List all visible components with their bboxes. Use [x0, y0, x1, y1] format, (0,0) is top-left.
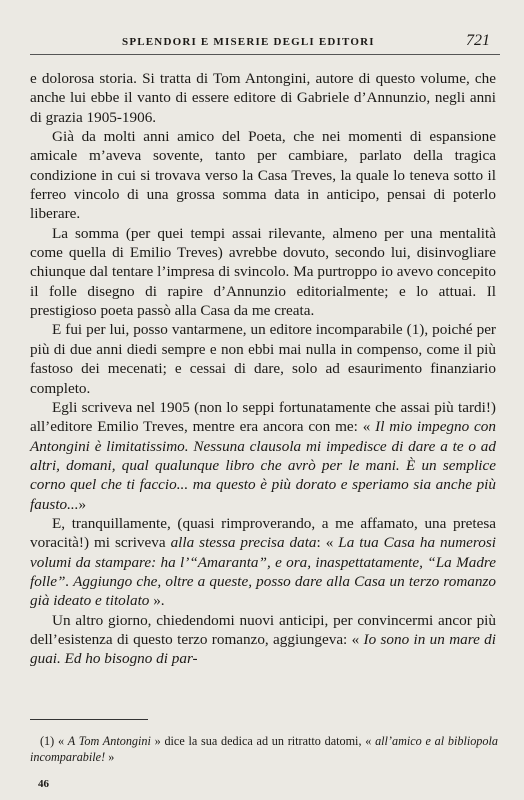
text-run: La somma (per quei tempi assai rilevante, almeno per una mentalità come quella di Emilio Treves) avrebbe dovuto, secondo lui, disinvogliare chiunque dal tentare l’impresa di svincolo. Ma purtroppo io avevo concepito il folle disegno di rapire d’Annunzio editorialmente; e lo attuai. Il prestigioso poeta passò alla Casa da me creata.: [30, 224, 496, 320]
page-header: [30, 34, 500, 55]
text-run: e dolorosa storia. Si tratta di Tom Antongini, autore di questo volume, che anche lui ebbe il vanto di essere editore di Gabriele d’Annunzio, negli anni di grazia 1905-1906.: [30, 70, 496, 126]
text-run: Egli scriveva nel 1905 (non lo seppi fortunatamente che assai più tardi!) all’editore Emilio Treves, mentre era ancora con me: «: [30, 398, 496, 436]
running-head: SPLENDORI E MISERIE DEGLI EDITORI: [122, 36, 375, 48]
footnote-divider: [30, 719, 148, 720]
paragraph: [30, 320, 496, 397]
italic-text: Io sono in un mare di guai. Ed ho bisogno di par-: [30, 630, 496, 668]
paragraph: [30, 398, 496, 514]
text-run: ».: [149, 592, 165, 610]
italic-text: La tua Casa ha numerosi volumi da stampare: ha l’“Amaranta”, e ora, inaspettatamente, “La Madre folle”. Aggiungo che, oltre a queste, posso dare alla Casa un terzo romanzo già ideato e titolato: [30, 534, 496, 610]
text-run: Già da molti anni amico del Poeta, che nei momenti di espansione amicale m’aveva sovente, tanto per cambiare, parlato della tragica condizione in cui si trovava verso la Casa Treves, la quale lo teneva sotto il ferreo vincolo di una grossa somma data in anticipo, pensai di poterlo liberare.: [30, 128, 496, 223]
italic-text: alla stessa precisa data: [170, 534, 317, 552]
text-run: E, tranquillamente, (quasi rimproverando, a me affamato, una pretesa voracità!) mi scriveva: [30, 514, 496, 552]
text-run: Un altro giorno, chiedendomi nuovi anticipi, per convincermi ancor più dell’esistenza di questo terzo romanzo, aggiungeva: «: [30, 611, 496, 648]
printer-signature: 46: [38, 778, 49, 790]
paragraph: [30, 127, 496, 224]
footnote: [30, 733, 498, 765]
paragraph: [30, 611, 496, 669]
page-number: 721: [466, 32, 490, 49]
italic-text: all’amico e al bibliopola incomparabile!: [30, 734, 498, 764]
text-run: »: [78, 495, 87, 513]
text-run: »: [105, 750, 115, 764]
text-run: (1) «: [40, 734, 68, 748]
text-run: » dice la sua dedica ad un ritratto datomi, «: [150, 734, 376, 748]
text-run: : «: [316, 534, 339, 552]
italic-text: A Tom Antongini: [67, 734, 151, 748]
paragraph: [30, 514, 496, 611]
paragraph: [30, 224, 496, 321]
body-text: [30, 69, 496, 669]
text-run: E fui per lui, posso vantarmene, un editore incomparabile (1), poiché per più di due anni diedi sempre e non ebbi mai nulla in compenso, come il più fastoso dei mecenati; e cessai di dare, solo ad esaurimento finanziario completo.: [30, 321, 496, 397]
paragraph: [30, 69, 496, 127]
italic-text: Il mio impegno con Antongini è limitatissimo. Nessuna clausola mi impedisce di dare a te o ad altri, domani, qual qualunque libro che avrò per le mani. È un semplice corno quel che ti faccio... ma questo è più dorato e speriamo sia anche più fausto...: [30, 418, 496, 513]
